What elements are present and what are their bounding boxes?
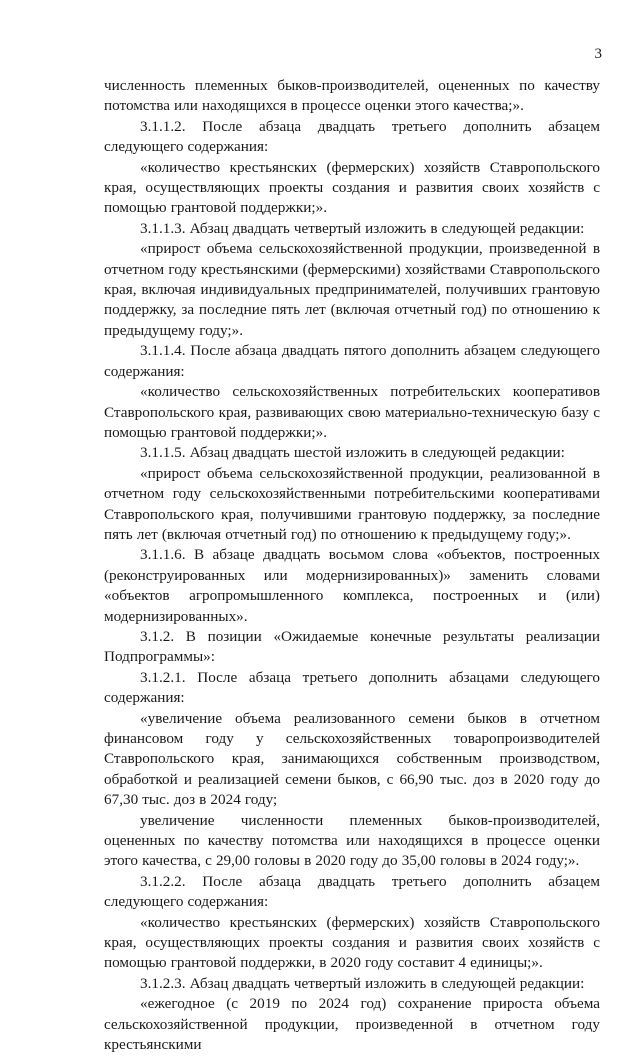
paragraph-9: «прирост объема сельскохозяйственной продукции, реализованной в отчетном году сельскохозяйственными потребительскими кооперативами Ставропольского края, получившими грантовую поддержку, за последние пять лет (включая отчетный год) по отношению к предыдущему году;». — [104, 464, 600, 543]
paragraph-17: 3.1.2.3. Абзац двадцать четвертый изложить в следующей редакции: — [140, 974, 585, 992]
paragraph-7: «количество сельскохозяйственных потребительских кооперативов Ставропольского края, развивающих свою материально-техническую базу с помощью грантовой поддержки;». — [104, 383, 600, 441]
paragraph-10: 3.1.1.6. В абзаце двадцать восьмом слова «объектов, построенных (реконструированных или модернизированных)» заменить словами «объектов агропромышленного комплекса, построенных и (или) модернизированных». — [104, 546, 600, 625]
paragraph-2: 3.1.1.2. После абзаца двадцать третьего дополнить абзацем следующего содержания: — [104, 117, 600, 156]
paragraph-15: 3.1.2.2. После абзаца двадцать третьего дополнить абзацем следующего содержания: — [104, 872, 600, 911]
paragraph-16: «количество крестьянских (фермерских) хозяйств Ставропольского края, осуществляющих проекты создания и развития своих хозяйств с помощью грантовой поддержки, в 2020 году составит 4 единицы;». — [104, 913, 600, 972]
paragraph-6: 3.1.1.4. После абзаца двадцать пятого дополнить абзацем следующего содержания: — [104, 342, 600, 380]
paragraph-5: «прирост объема сельскохозяйственной продукции, произведенной в отчетном году крестьянскими (фермерскими) хозяйствами Ставропольского края, включая индивидуальных предпринимателей, получивших грантовую поддержку, за последние пять лет (включая отчетный год) по отношению к предыдущему году;». — [104, 240, 600, 339]
paragraph-12: 3.1.2.1. После абзаца третьего дополнить абзацами следующего содержания: — [104, 668, 600, 707]
paragraph-1: численность племенных быков-производителей, оцененных по качеству потомства или находящихся в процессе оценки этого качества;». — [104, 77, 600, 115]
paragraph-13: «увеличение объема реализованного семени быков в отчетном финансовом году у сельскохозяйственных товаропроизводителей Ставропольского края, занимающихся собственным производством, обработкой и реализацией семени быков, с 66,90 тыс. доз в 2020 году до 67,30 тыс. доз в 2024 году; — [104, 709, 600, 809]
paragraph-3: «количество крестьянских (фермерских) хозяйств Ставропольского края, осуществляющих проекты создания и развития своих хозяйств с помощью грантовой поддержки;». — [104, 158, 600, 217]
document-body — [104, 76, 600, 1056]
paragraph-14: увеличение численности племенных быков-производителей, оцененных по качеству потомства или находящихся в процессе оценки этого качества, с 29,00 головы в 2020 году до 35,00 головы в 2024 году;». — [104, 811, 600, 870]
paragraph-18: «ежегодное (с 2019 по 2024 год) сохранение прироста объема сельскохозяйственной продукции, произведенной в отчетном году крестьянскими — [104, 995, 600, 1054]
paragraph-11: 3.1.2. В позиции «Ожидаемые конечные результаты реализации Подпрограммы»: — [104, 627, 600, 666]
page-number: 3 — [594, 46, 602, 62]
paragraph-8: 3.1.1.5. Абзац двадцать шестой изложить в следующей редакции: — [140, 444, 565, 462]
paragraph-4: 3.1.1.3. Абзац двадцать четвертый изложить в следующей редакции: — [140, 219, 585, 237]
